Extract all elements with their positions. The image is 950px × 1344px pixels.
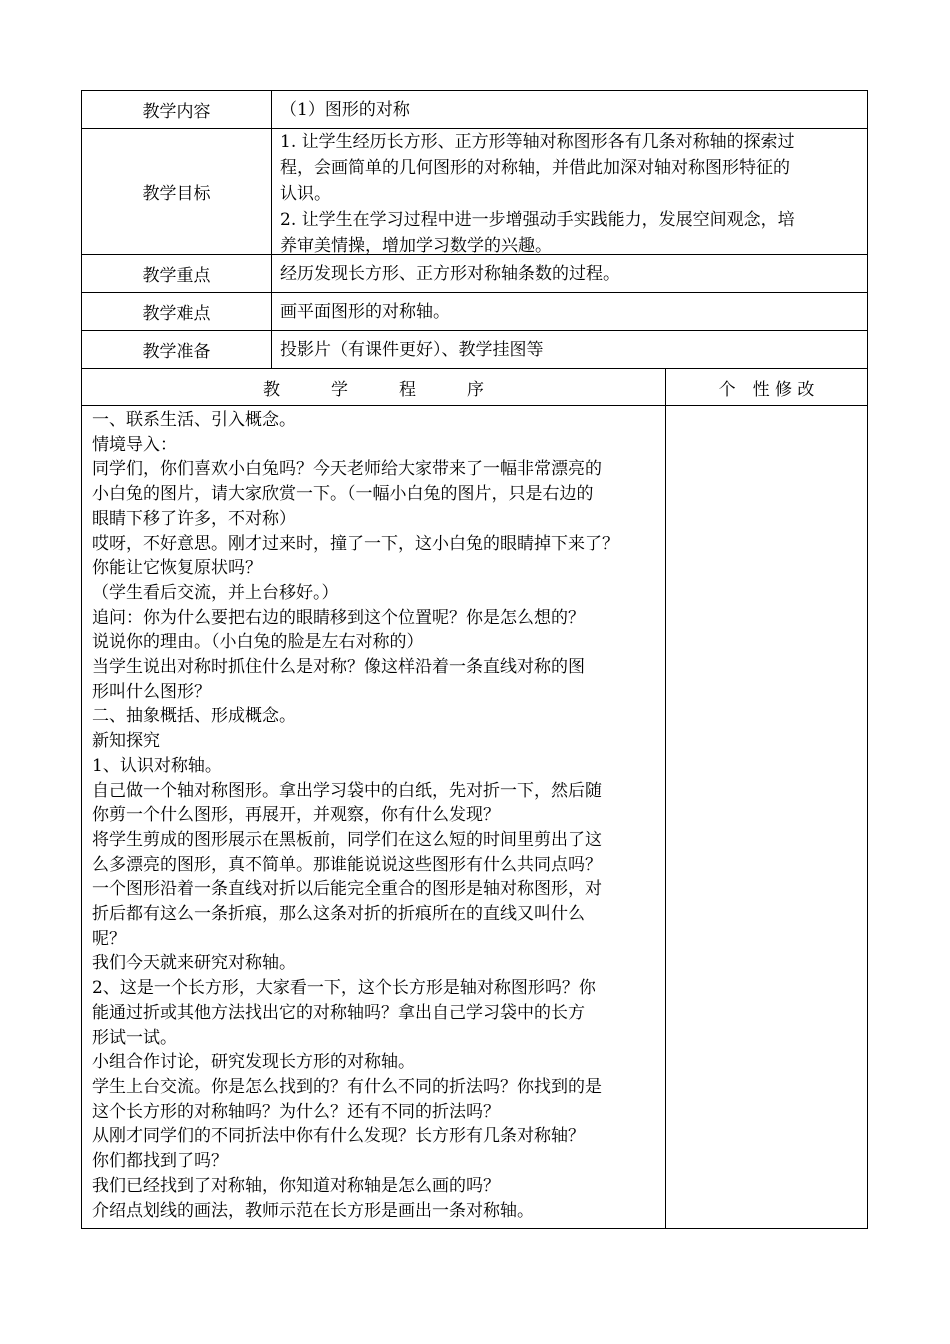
procedure-line: 自己做一个轴对称图形。拿出学习袋中的白纸，先对折一下，然后随 bbox=[92, 780, 602, 801]
objective-line: 养审美情操，增加学习数学的兴趣。 bbox=[280, 236, 552, 256]
objective-line: 程，会画简单的几何图形的对称轴，并借此加深对轴对称图形特征的 bbox=[280, 158, 790, 178]
row-label-preparation: 教学准备 bbox=[142, 342, 211, 362]
procedure-line: 这个长方形的对称轴吗？为什么？还有不同的折法吗？ bbox=[92, 1101, 500, 1122]
procedure-line: （学生看后交流，并上台移好。） bbox=[92, 582, 339, 603]
row-value-difficulties bbox=[272, 293, 867, 330]
procedure-line: 新知探究 bbox=[92, 731, 160, 752]
row-value-text: 投影片（有课件更好）、教学挂图等 bbox=[280, 339, 544, 360]
procedure-line: 折后都有这么一条折痕，那么这条对折的折痕所在的直线又叫什么 bbox=[92, 904, 585, 925]
procedure-line: 小白兔的图片，请大家欣赏一下。（一幅小白兔的图片，只是右边的 bbox=[92, 484, 594, 505]
procedure-line: 么多漂亮的图形，真不简单。那谁能说说这些图形有什么共同点吗？ bbox=[92, 854, 602, 875]
row-label-difficulties: 教学难点 bbox=[142, 304, 211, 324]
procedure-line: 我们已经找到了对称轴，你知道对称轴是怎么画的吗？ bbox=[92, 1175, 500, 1196]
procedure-line: 1、认识对称轴。 bbox=[92, 755, 222, 776]
procedure-line: 追问：你为什么要把右边的眼睛移到这个位置呢？你是怎么想的？ bbox=[92, 607, 585, 628]
procedure-line: 当学生说出对称时抓住什么是对称？像这样沿着一条直线对称的图 bbox=[92, 657, 585, 678]
procedure-line: 2、这是一个长方形，大家看一下，这个长方形是轴对称图形吗？你 bbox=[92, 978, 596, 999]
row-value-text: 经历发现长方形、正方形对称轴条数的过程。 bbox=[280, 263, 620, 284]
procedure-line: 从刚才同学们的不同折法中你有什么发现？长方形有几条对称轴？ bbox=[92, 1126, 585, 1147]
procedure-line: 呢？ bbox=[92, 928, 126, 949]
procedure-line: 一、联系生活、引入概念。 bbox=[92, 410, 296, 430]
row-label-content: 教学内容 bbox=[142, 102, 211, 122]
row-value-text: 画平面图形的对称轴。 bbox=[280, 301, 450, 322]
procedure-line: 形叫什么图形？ bbox=[92, 681, 211, 702]
procedure-line: 形试一试。 bbox=[92, 1027, 177, 1048]
row-value-objectives bbox=[272, 129, 867, 254]
table-border-bottom bbox=[81, 1228, 868, 1229]
notes-header-text: 个 性 修 改 bbox=[718, 379, 815, 400]
row-value-preparation bbox=[272, 331, 867, 368]
procedure-body bbox=[82, 406, 665, 1228]
procedure-line: 同学们，你们喜欢小白兔吗？今天老师给大家带来了一幅非常漂亮的 bbox=[92, 459, 602, 480]
procedure-line: 二、抽象概括、形成概念。 bbox=[92, 706, 296, 727]
personal-notes-column bbox=[666, 406, 867, 1228]
procedure-line: 将学生剪成的图形展示在黑板前，同学们在这么短的时间里剪出了这 bbox=[92, 829, 602, 850]
procedure-line: 我们今天就来研究对称轴。 bbox=[92, 953, 296, 974]
procedure-line: 哎呀，不好意思。刚才过来时，撞了一下，这小白兔的眼睛掉下来了？ bbox=[92, 533, 619, 554]
procedure-line: 一个图形沿着一条直线对折以后能完全重合的图形是轴对称图形，对 bbox=[92, 879, 602, 900]
procedure-line: 你能让它恢复原状吗？ bbox=[92, 558, 262, 579]
row-value-content bbox=[272, 91, 867, 128]
procedure-line: 你们都找到了吗？ bbox=[92, 1151, 228, 1172]
procedure-header bbox=[82, 369, 665, 405]
objective-line: 认识。 bbox=[280, 184, 331, 204]
notes-header bbox=[666, 369, 867, 405]
procedure-line: 介绍点划线的画法，教师示范在长方形是画出一条对称轴。 bbox=[92, 1200, 534, 1221]
row-label-key-points: 教学重点 bbox=[142, 266, 211, 286]
procedure-line: 小组合作讨论，研究发现长方形的对称轴。 bbox=[92, 1052, 415, 1073]
objective-line: 2. 让学生在学习过程中进一步增强动手实践能力，发展空间观念，培 bbox=[280, 210, 795, 230]
objective-line: 1. 让学生经历长方形、正方形等轴对称图形各有几条对称轴的探索过 bbox=[280, 132, 795, 152]
row-value-key-points bbox=[272, 255, 867, 292]
procedure-line: 学生上台交流。你是怎么找到的？有什么不同的折法吗？你找到的是 bbox=[92, 1076, 602, 1097]
row-label-objectives: 教学目标 bbox=[142, 184, 211, 204]
row-value-text: （1）图形的对称 bbox=[280, 99, 410, 120]
procedure-line: 眼睛下移了许多，不对称） bbox=[92, 508, 296, 529]
procedure-line: 情境导入： bbox=[92, 434, 177, 455]
procedure-header-text: 教 学 程 序 bbox=[263, 379, 484, 400]
procedure-line: 说说你的理由。（小白兔的脸是左右对称的） bbox=[92, 632, 424, 653]
procedure-line: 你剪一个什么图形，再展开，并观察，你有什么发现？ bbox=[92, 805, 500, 826]
procedure-line: 能通过折或其他方法找出它的对称轴吗？拿出自己学习袋中的长方 bbox=[92, 1002, 585, 1023]
table-border-right bbox=[867, 90, 868, 1229]
